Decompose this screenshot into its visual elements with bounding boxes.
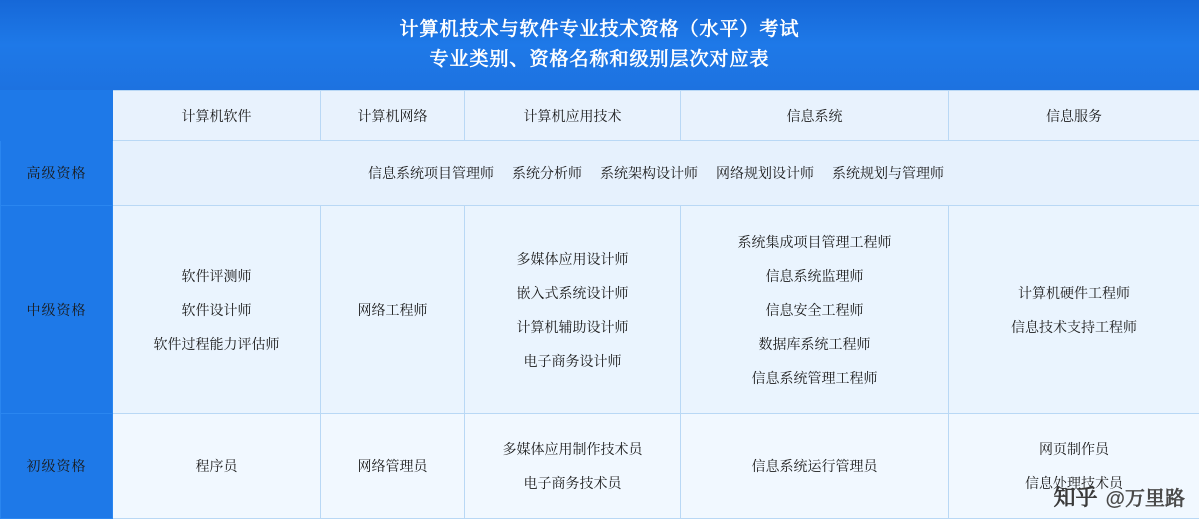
table-corner-cell: [1, 91, 113, 141]
list-item: 网络管理员: [357, 458, 428, 474]
qualification-table: [0, 90, 1199, 519]
list-item: 多媒体应用制作技术员: [502, 441, 643, 457]
row-header-junior: 初级资格: [1, 414, 113, 519]
list-item: 信息技术支持工程师: [1011, 318, 1137, 335]
list-item: 网络工程师: [357, 301, 428, 318]
table-row: [1, 141, 1199, 206]
intermediate-infosystem-cell: [681, 206, 949, 414]
list-item: 电子商务设计师: [523, 352, 622, 369]
intermediate-network-cell: [321, 206, 465, 414]
list-item: 系统分析师: [512, 165, 582, 181]
page-subtitle-line2: 专业类别、资格名称和级别层次对应表: [429, 49, 770, 70]
list-item: 网络规划设计师: [716, 165, 814, 181]
list-item: 程序员: [195, 458, 238, 474]
intermediate-application-cell: [465, 206, 681, 414]
list-item: 信息系统监理师: [765, 267, 864, 284]
list-item: 系统规划与管理师: [832, 165, 944, 181]
page-header: [0, 0, 1199, 90]
row-header-intermediate: 中级资格: [1, 206, 113, 414]
list-item: 信息处理技术员: [1025, 475, 1123, 491]
list-item: 信息系统项目管理师: [368, 165, 494, 181]
table-header-row: [1, 91, 1199, 141]
junior-software-cell: [113, 414, 321, 519]
list-item: 网页制作员: [1039, 441, 1109, 457]
list-item: 数据库系统工程师: [758, 335, 871, 352]
table-row: [1, 414, 1199, 519]
column-header-infosystem: 信息系统: [681, 91, 949, 141]
list-item: 电子商务技术员: [523, 475, 622, 491]
intermediate-software-cell: [113, 206, 321, 414]
list-item: 计算机硬件工程师: [1018, 284, 1130, 301]
junior-infosystem-cell: [681, 414, 949, 519]
list-item: 软件过程能力评估师: [153, 335, 280, 352]
watermark-handle: @万里路: [1105, 488, 1185, 510]
column-header-software: 计算机软件: [113, 91, 321, 141]
junior-network-cell: [321, 414, 465, 519]
zhihu-logo: 知乎: [1053, 485, 1098, 510]
column-header-infoservice: 信息服务: [949, 91, 1199, 141]
watermark: [1053, 481, 1185, 512]
list-item: 系统集成项目管理工程师: [737, 233, 892, 250]
row-header-senior: 高级资格: [1, 141, 113, 206]
list-item: 信息系统管理工程师: [751, 369, 878, 386]
table-row: [1, 206, 1199, 414]
senior-qualifications-cell: [113, 141, 1199, 206]
list-item: 信息系统运行管理员: [751, 458, 878, 474]
intermediate-infoservice-cell: [949, 206, 1199, 414]
list-item: 计算机辅助设计师: [516, 318, 629, 335]
list-item: 多媒体应用设计师: [516, 250, 629, 267]
list-item: 软件设计师: [181, 301, 252, 318]
column-header-network: 计算机网络: [321, 91, 465, 141]
list-item: 嵌入式系统设计师: [516, 284, 629, 301]
list-item: 系统架构设计师: [600, 165, 698, 181]
list-item: 软件评测师: [181, 267, 252, 284]
list-item: 信息安全工程师: [765, 301, 864, 318]
junior-application-cell: [465, 414, 681, 519]
column-header-application: 计算机应用技术: [465, 91, 681, 141]
page-title-line1: 计算机技术与软件专业技术资格（水平）考试: [399, 19, 800, 40]
